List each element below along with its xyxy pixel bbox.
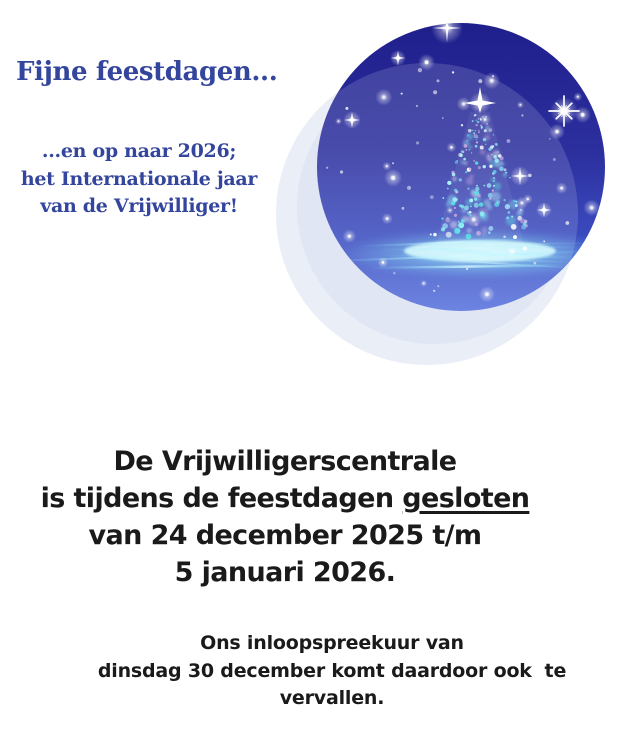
christmas-tree-globe-image [258, 0, 620, 392]
snow-globe-illustration [258, 0, 620, 392]
walkin-cancellation-note [62, 630, 602, 713]
greeting-title: Fijne feestdagen... [16, 57, 278, 87]
closure-announcement [0, 443, 570, 591]
announcement-line: van 24 december 2025 t/m [88, 520, 482, 551]
greeting-line: het Internationale jaar [20, 167, 258, 190]
announcement-gesloten-underlined: gesloten [402, 483, 530, 514]
greeting-line: van de Vrijwilliger! [40, 195, 238, 217]
footer-line: vervallen. [279, 687, 385, 709]
announcement-line [0, 480, 570, 517]
announcement-line: 5 januari 2026. [174, 557, 396, 588]
greeting-line: ...en op naar 2026; [41, 140, 237, 162]
greeting-subtitle [0, 138, 278, 221]
footer-line: Ons inloopspreekuur van [200, 632, 464, 654]
announcement-line2-prefix: is tijdens de feestdagen [40, 483, 403, 514]
footer-line: dinsdag 30 december komt daardoor ook te [97, 659, 567, 682]
announcement-line: De Vrijwilligerscentrale [113, 446, 457, 477]
